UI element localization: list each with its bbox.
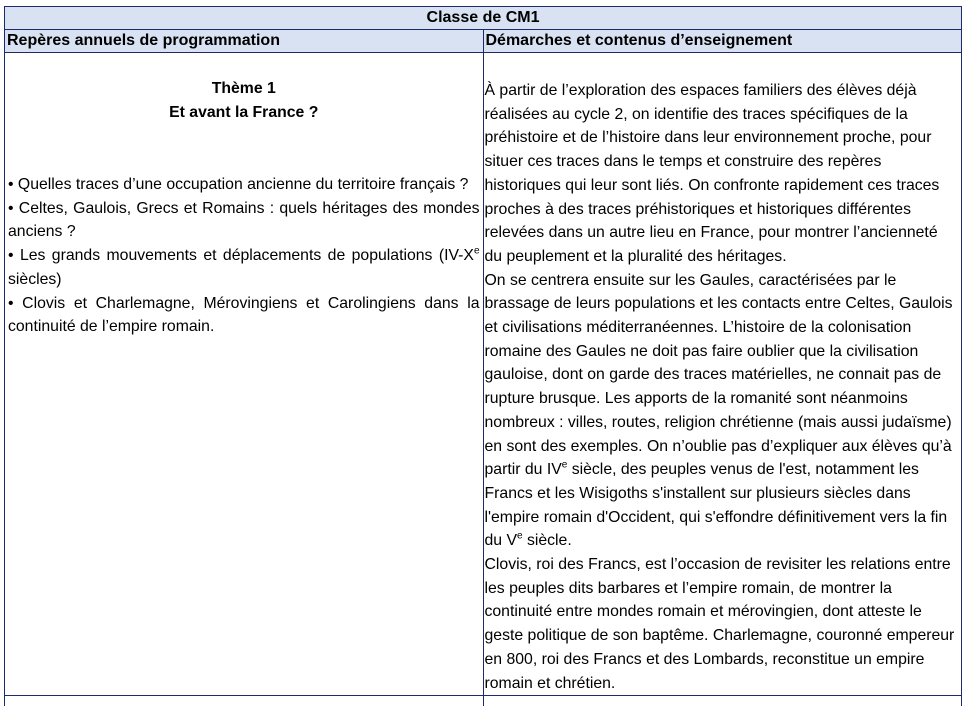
table-header-row [5, 30, 962, 53]
list-item: • Celtes, Gaulois, Grecs et Romains : quels héritages des mondes anciens ? [8, 199, 480, 241]
table-body-row [5, 53, 962, 696]
list-item: • Clovis et Charlemagne, Mérovingiens et Carolingiens dans la continuité de l’empire romain. [8, 294, 480, 336]
list-item: • Quelles traces d’une occupation ancienne du territoire français ? [8, 176, 469, 193]
table-title: Classe de CM1 [5, 7, 962, 30]
document-page [4, 6, 962, 706]
bullet-icon: • [8, 176, 14, 193]
bullet-list [8, 173, 480, 339]
bullet-icon: • [8, 294, 14, 312]
list-item: • Les grands mouvements et déplacements de populations (IV-Xe siècles) [8, 245, 480, 288]
content-cell [483, 53, 962, 696]
header-left: Repères annuels de programmation [5, 30, 484, 53]
theme-heading [8, 77, 480, 125]
theme-number: Thème 1 [211, 80, 276, 97]
next-row-edge [5, 696, 962, 706]
content-paragraph-2: On se centrera ensuite sur les Gaules, caractérisées par le brassage de leurs populations et les contacts entre Celtes, Gaulois et civilisations méditerranéennes. L’histoire de la colonisation romaine des Gaules ne doit pas faire oublier que la civilisation gauloise, dont on garde des traces matérielles, ne connait pas de rupture brusque. Les apports de la romanité sont néanmoins nombreux : villes, routes, religion chrétienne (mais aussi judaïsme) en sont des exemples. On n’oublie pas d’expliquer aux élèves qu’à partir du IVe siècle, des peuples venus de l'est, notamment les Francs et les Wisigoths s'installent sur plusieurs siècles dans l'empire romain d'Occident, qui s'effondre définitivement vers la fin du Ve siècle. [484, 271, 953, 550]
theme-title: Et avant la France ? [169, 104, 319, 121]
curriculum-table [4, 6, 962, 706]
programming-cell [5, 53, 484, 696]
bullet-icon: • [8, 199, 14, 217]
table-title-row [5, 7, 962, 30]
content-paragraph-1: À partir de l’exploration des espaces familiers des élèves déjà réalisées au cycle 2, on identifie des traces spécifiques de la préhistoire et de l’histoire dans leur environnement proche, pour situer ces traces dans le temps et construire des repères historiques qui leur sont liés. On confronte rapidement ces traces proches à des traces préhistoriques et historiques différentes relevées dans un autre lieu en France, pour montrer l’ancienneté du peuplement et la pluralité des héritages. [484, 82, 940, 265]
header-right: Démarches et contenus d’enseignement [483, 30, 962, 53]
bullet-icon: • [8, 247, 14, 265]
content-paragraph-3: Clovis, roi des Francs, est l’occasion de revisiter les relations entre les peuples dits barbares et l’empire romain, de montrer la continuité entre mondes romain et mérovingien, dont atteste le geste politique de son baptême. Charlemagne, couronné empereur en 800, roi des Francs et des Lombards, reconstitue un empire romain et chrétien. [484, 556, 955, 692]
